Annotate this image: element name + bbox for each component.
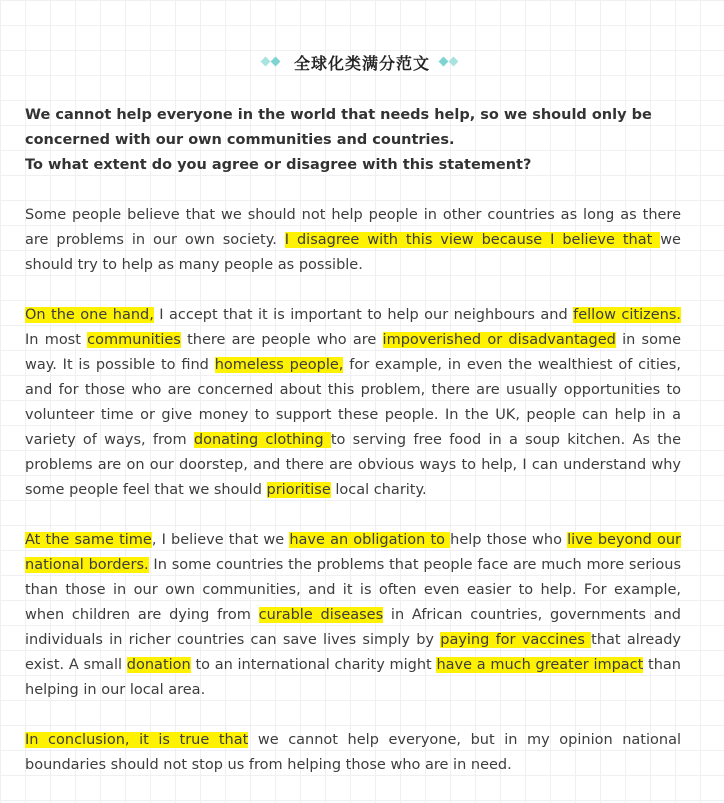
paragraph-introduction bbox=[25, 203, 681, 278]
essay-text: in African countries, governments and individuals in richer countries can save lives simply by bbox=[25, 607, 681, 648]
essay-text: in some way. It is possible to find bbox=[25, 332, 681, 373]
highlighted-phrase: homeless people, bbox=[214, 357, 344, 373]
essay-text: help those who bbox=[450, 532, 568, 548]
essay-text: for example, in even the wealthiest of cities, and for those who are concerned about this problem, there are usually opportunities to volunteer time or give money to support these people. In the UK, people can help in a variety of ways, from bbox=[25, 357, 681, 448]
essay-prompt bbox=[25, 103, 681, 178]
highlighted-phrase: On the one hand, bbox=[25, 307, 154, 323]
essay-text: , I believe that we bbox=[151, 532, 290, 548]
essay-text: In most bbox=[25, 332, 88, 348]
essay-text: I accept that it is important to help our neighbours and bbox=[153, 307, 574, 323]
diamonds-right-icon bbox=[440, 55, 462, 69]
essay-text: to serving free food in a soup kitchen. As the problems are on our doorstep, and there are obvious ways to help, I can understand why some people feel that we should bbox=[25, 432, 681, 498]
highlighted-phrase: prioritise bbox=[266, 482, 331, 498]
paragraph-body-1 bbox=[25, 303, 681, 503]
prompt-statement: We cannot help everyone in the world that needs help, so we should only be concerned with our own communities and countries. bbox=[25, 107, 652, 148]
highlighted-phrase: communities bbox=[87, 332, 181, 348]
essay-text: that already exist. A small bbox=[25, 632, 681, 673]
highlighted-phrase: I disagree with this view because I believe that bbox=[284, 232, 661, 248]
highlighted-phrase: paying for vaccines bbox=[440, 632, 592, 648]
highlighted-phrase: In conclusion, it is true that bbox=[25, 732, 249, 748]
highlighted-phrase: have a much greater impact bbox=[436, 657, 644, 673]
essay-text: there are people who are bbox=[180, 332, 383, 348]
essay-text: than helping in our local area. bbox=[25, 657, 682, 698]
highlighted-phrase: At the same time bbox=[25, 532, 152, 548]
paragraph-conclusion bbox=[25, 728, 681, 778]
essay-text: local charity. bbox=[330, 482, 427, 498]
essay-text: In some countries the problems that people face are much more serious than those in our own communities, and it is often even easier to help. For example, when children are dying from bbox=[25, 557, 682, 623]
essay-text: to an international charity might bbox=[190, 657, 437, 673]
essay-text: Some people believe that we should not help people in other countries as long as there are problems in our own society. bbox=[25, 207, 681, 248]
highlighted-phrase: curable diseases bbox=[258, 607, 384, 623]
highlighted-phrase: impoverished or disadvantaged bbox=[382, 332, 616, 348]
highlighted-phrase: have an obligation to bbox=[289, 532, 451, 548]
prompt-question: To what extent do you agree or disagree with this statement? bbox=[25, 157, 532, 173]
highlighted-phrase: live beyond our national borders. bbox=[25, 532, 681, 573]
essay-body bbox=[25, 203, 681, 803]
page-title: 全球化类满分范文 bbox=[293, 53, 430, 73]
highlighted-phrase: donation bbox=[126, 657, 191, 673]
title-row bbox=[0, 50, 724, 74]
highlighted-phrase: donating clothing bbox=[193, 432, 331, 448]
paragraph-body-2 bbox=[25, 528, 681, 703]
diamonds-left-icon bbox=[262, 55, 284, 69]
highlighted-phrase: fellow citizens. bbox=[573, 307, 681, 323]
essay-text: we should try to help as many people as possible. bbox=[25, 232, 681, 273]
essay-text: we cannot help everyone, but in my opinion national boundaries should not stop us from helping those who are in need. bbox=[25, 732, 681, 773]
